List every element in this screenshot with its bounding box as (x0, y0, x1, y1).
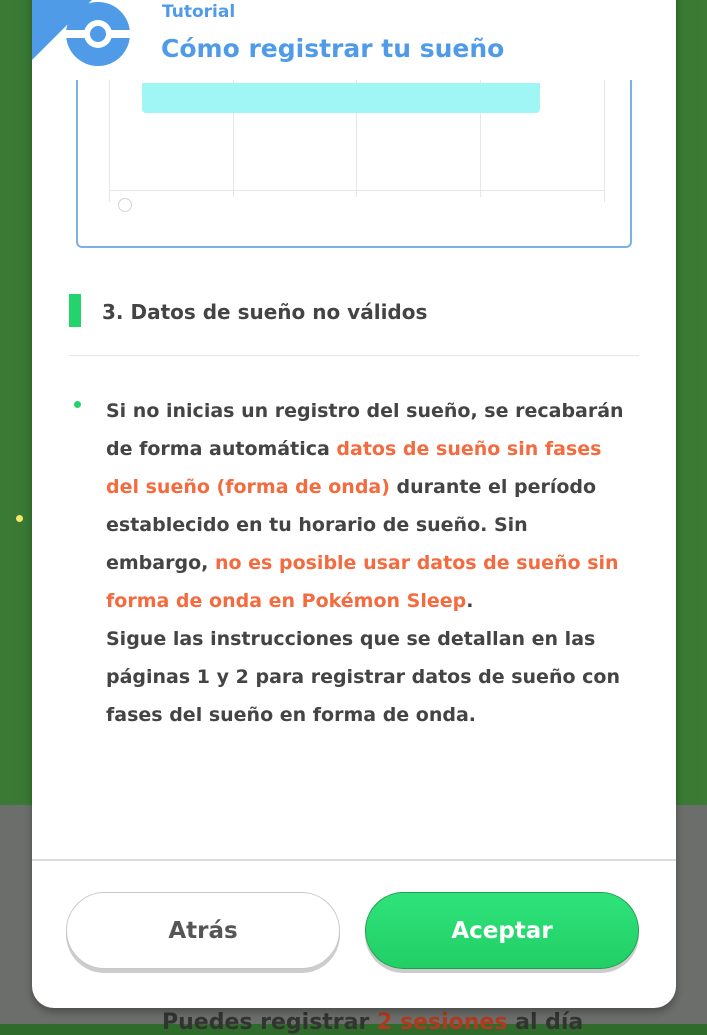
sleep-graph-illustration (76, 80, 632, 248)
section-marker (69, 294, 81, 327)
dialog-title: Cómo registrar tu sueño (161, 34, 505, 63)
tutorial-dialog (32, 0, 676, 1008)
divider (69, 355, 639, 356)
background-sparkle (16, 515, 23, 522)
sleep-bar (142, 83, 540, 113)
footer-divider (32, 859, 676, 861)
bullet-icon (74, 401, 81, 408)
background-text: Puedes registrar 2 sesiones al día (162, 1010, 584, 1035)
dialog-eyebrow: Tutorial (162, 2, 236, 22)
back-button[interactable]: Atrás (66, 892, 340, 969)
section-title: 3. Datos de sueño no válidos (102, 300, 428, 324)
clock-icon (118, 198, 132, 212)
body-text: Si no inicias un registro del sueño, se recabarán de forma automática datos de sueño sin fases del sueño (forma de onda) durante el período establecido en tu horario de sueño. Sin embargo, no es posible usar datos de sueño sin forma de onda en Pokémon Sleep. Sigue las instrucciones que se detallan en las páginas 1 y 2 para registrar datos de sueño con fases del sueño en forma de onda. (106, 400, 624, 726)
pokeball-icon (66, 2, 130, 66)
accept-button[interactable]: Aceptar (365, 892, 639, 969)
